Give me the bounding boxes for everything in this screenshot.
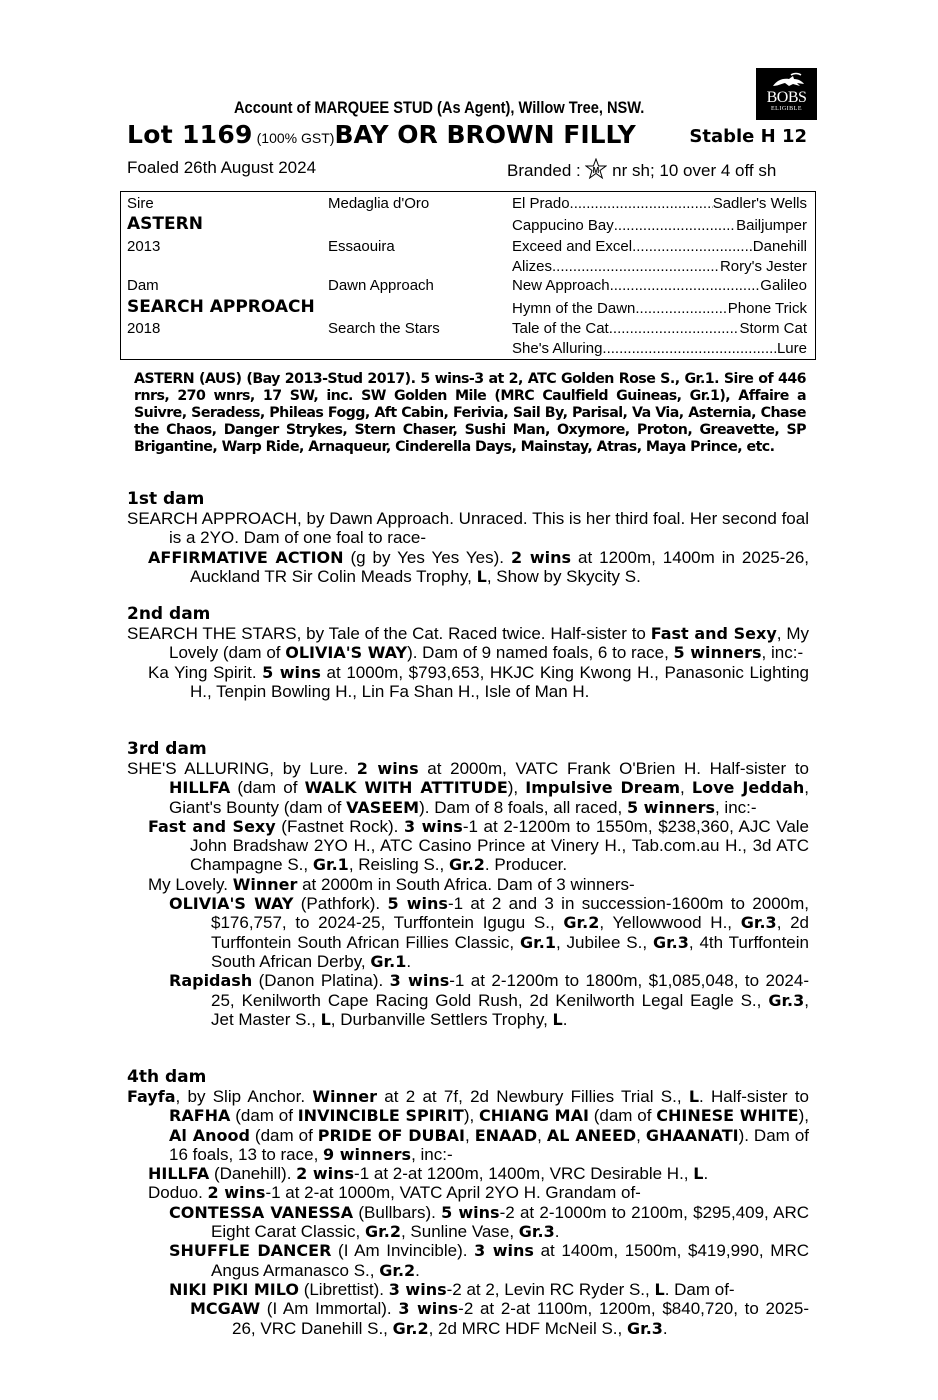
body-text: (dam of bbox=[230, 1106, 298, 1126]
body-text: at 1200m, 1400m in 2025-26, Auckland TR Sir Colin Meads Trophy, bbox=[190, 547, 809, 586]
body-text: , Jet Master S., bbox=[211, 990, 809, 1029]
dam-paragraph bbox=[127, 624, 809, 663]
body-text: -2 at 2-at 1100m, 1200m, $840,720, to 2025-26, VRC Danehill S., bbox=[232, 1299, 810, 1338]
section-heading: 4th dam bbox=[127, 1067, 207, 1087]
emphasis-text: 3 wins bbox=[474, 1241, 534, 1261]
dam-sire: Dawn Approach bbox=[328, 277, 434, 294]
emphasis-text: Rapidash bbox=[169, 971, 253, 991]
leader-dots bbox=[635, 300, 727, 317]
ancestor-left: Alizes bbox=[512, 258, 553, 275]
leader-dots bbox=[614, 217, 736, 234]
body-text: Ka Ying Spirit. bbox=[148, 662, 263, 682]
body-text: , Durbanville Settlers Trophy, bbox=[330, 1009, 553, 1029]
star-m-brand-icon bbox=[585, 158, 607, 180]
ancestor-left: Cappucino Bay bbox=[512, 217, 614, 234]
body-text: , inc:- bbox=[411, 1144, 453, 1164]
emphasis-text: 5 winners bbox=[673, 643, 762, 663]
body-text: Doduo. bbox=[148, 1183, 208, 1203]
emphasis-text: Gr.1 bbox=[520, 932, 556, 952]
body-text: , Reisling S., bbox=[348, 855, 449, 875]
sire-label: Sire bbox=[127, 195, 154, 212]
grand-progeny-entry bbox=[127, 1203, 809, 1242]
brand-description bbox=[507, 158, 776, 181]
emphasis-text: NIKI PIKI MILO bbox=[169, 1279, 299, 1299]
third-gen-row bbox=[512, 195, 807, 212]
sire-sire: Medaglia d'Oro bbox=[328, 195, 430, 212]
emphasis-text: 3 wins bbox=[404, 816, 463, 836]
leader-dots bbox=[632, 238, 753, 255]
dam-year: 2018 bbox=[127, 320, 161, 337]
body-text: . Producer. bbox=[484, 855, 568, 875]
emphasis-text: 5 wins bbox=[262, 662, 321, 682]
emphasis-text: Fast and Sexy bbox=[650, 624, 777, 643]
body-text: SEARCH APPROACH, by Dawn Approach. Unraced. This is her third foal. Her second foal is a 2YO. Dam of one foal to race- bbox=[127, 509, 809, 548]
body-text: -2 at 2-1000m to 2100m, $295,409, ARC Eight Carat Classic, bbox=[211, 1202, 809, 1242]
third-gen-row bbox=[512, 340, 807, 357]
emphasis-text: VASEEM bbox=[346, 797, 420, 817]
body-text: (dam of bbox=[249, 1125, 318, 1145]
emphasis-text: 9 winners bbox=[323, 1144, 412, 1164]
emphasis-text: CHINESE WHITE bbox=[656, 1106, 799, 1126]
body-text: (dam of bbox=[230, 778, 305, 798]
body-text: . Dam of- bbox=[664, 1279, 735, 1299]
body-text: (I Am Immortal). bbox=[260, 1299, 399, 1319]
emphasis-text: L bbox=[552, 1009, 563, 1029]
body-text: (g by Yes Yes Yes). bbox=[343, 547, 511, 567]
emphasis-text: L bbox=[688, 1087, 700, 1106]
emphasis-text: Gr.2 bbox=[563, 913, 600, 933]
gst-note: (100% GST) bbox=[252, 130, 335, 146]
ancestor-right: Galileo bbox=[760, 277, 807, 294]
sire-dam: Essaouira bbox=[328, 238, 395, 255]
emphasis-text: 3 wins bbox=[388, 1279, 447, 1299]
grand-progeny-entry bbox=[127, 894, 809, 971]
body-text: (dam of bbox=[588, 1106, 657, 1126]
third-dam-section bbox=[127, 740, 809, 1029]
body-text: , Giant's Bounty (dam of bbox=[169, 778, 809, 817]
body-text: (Fastnet Rock). bbox=[275, 816, 405, 836]
emphasis-text: L bbox=[693, 1164, 704, 1184]
ancestor-right: Rory's Jester bbox=[719, 258, 807, 275]
first-dam-section bbox=[127, 490, 809, 586]
pedigree-table bbox=[120, 191, 816, 360]
stable-location: Stable H 12 bbox=[689, 126, 807, 147]
progeny-entry bbox=[127, 875, 809, 894]
body-text: (Pathfork). bbox=[293, 894, 388, 914]
body-text: -1 at 2-at 1200m, 1400m, VRC Desirable H., bbox=[354, 1164, 694, 1184]
dam-dam: Search the Stars bbox=[328, 320, 440, 337]
emphasis-text: Winner bbox=[312, 1087, 377, 1106]
body-text: ). Dam of 16 foals, 13 to race, bbox=[169, 1125, 809, 1164]
body-text: (I Am Invincible). bbox=[331, 1241, 475, 1261]
ancestor-left: Hymn of the Dawn bbox=[512, 300, 636, 317]
ancestor-right: Phone Trick bbox=[727, 300, 807, 317]
emphasis-text: INVINCIBLE SPIRIT bbox=[297, 1106, 464, 1126]
body-text: ). Dam of 9 named foals, 6 to race, bbox=[407, 643, 674, 663]
emphasis-text: HILLFA bbox=[148, 1164, 210, 1184]
emphasis-text: Fast and Sexy bbox=[148, 816, 276, 836]
body-text: at 2 at 7f, 2d Newbury Fillies Trial S., bbox=[377, 1087, 689, 1106]
third-gen-row bbox=[512, 277, 807, 294]
emphasis-text: 3 wins bbox=[389, 971, 450, 991]
body-text: -1 at 2-1200m to 1550m, $238,360, AJC Vale John Bradshaw 2YO H., ATC Casino Prince at Vinery H., Tab.com.au H., 3d ATC Champagne S., bbox=[190, 816, 810, 875]
emphasis-text: Gr.3 bbox=[518, 1222, 555, 1242]
body-text: -1 at 2-1200m to 1800m, $1,085,048, to 2024-25, Kenilworth Cape Racing Gold Rush, 2d Kenilworth Legal Eagle S., bbox=[211, 971, 809, 1010]
emphasis-text: 5 wins bbox=[441, 1202, 500, 1222]
body-text: at 2000m in South Africa. Dam of 3 winners- bbox=[297, 874, 635, 894]
third-gen-row bbox=[512, 217, 807, 234]
emphasis-text: OLIVIA'S WAY bbox=[169, 894, 294, 914]
logo-bobs-text: BOBS bbox=[766, 89, 807, 106]
body-text: , bbox=[680, 778, 692, 798]
body-text: , 2d MRC HDF McNeil S., bbox=[428, 1318, 627, 1338]
emphasis-text: CONTESSA VANESSA bbox=[169, 1202, 354, 1222]
emphasis-text: Gr.2 bbox=[448, 855, 485, 875]
body-text: SEARCH THE STARS, by Tale of the Cat. Raced twice. Half-sister to bbox=[127, 624, 651, 643]
body-text: . bbox=[406, 951, 412, 971]
branded-label: Branded : bbox=[507, 161, 586, 180]
lot-title-line bbox=[127, 120, 807, 150]
body-text: , Yellowwood H., bbox=[599, 913, 741, 933]
emphasis-text: 2 wins bbox=[296, 1164, 355, 1184]
emphasis-text: GHAANATI bbox=[645, 1125, 739, 1145]
ancestor-left: Exceed and Excel bbox=[512, 238, 633, 255]
sire-name: ASTERN bbox=[127, 214, 203, 234]
emphasis-text: L bbox=[476, 566, 487, 586]
body-text: . bbox=[554, 1222, 560, 1242]
grand-progeny-entry bbox=[127, 971, 809, 1029]
emphasis-text: L bbox=[654, 1279, 665, 1299]
progeny-entry bbox=[127, 1183, 809, 1202]
emphasis-text: MCGAW bbox=[190, 1299, 261, 1319]
emphasis-text: Gr.1 bbox=[370, 951, 407, 971]
body-text: (Danehill). bbox=[209, 1164, 297, 1184]
body-text: (Librettist). bbox=[298, 1279, 389, 1299]
ancestor-right: Bailjumper bbox=[736, 217, 807, 234]
leader-dots bbox=[552, 258, 720, 275]
body-text: at 1000m, $793,653, HKJC King Kwong H., Panasonic Lighting H., Tenpin Bowling H., Lin Fa Shan H., Isle of Man H. bbox=[190, 662, 810, 701]
body-text: at 2000m, VATC Frank O'Brien H. Half-sister to bbox=[418, 759, 810, 778]
vendor-account: Account of MARQUEE STUD (As Agent), Willow Tree, NSW. bbox=[234, 98, 645, 117]
emphasis-text: 2 wins bbox=[207, 1183, 266, 1203]
body-text: . Half-sister to bbox=[699, 1087, 809, 1106]
body-text: , Show by Skycity S. bbox=[486, 566, 641, 586]
emphasis-text: Love Jeddah bbox=[691, 778, 805, 798]
body-text: SHE'S ALLURING, by Lure. bbox=[127, 759, 357, 778]
emphasis-text: RAFHA bbox=[169, 1106, 231, 1126]
emphasis-text: Gr.1 bbox=[312, 855, 349, 875]
grand-progeny-entry bbox=[127, 1241, 809, 1280]
horse-head-icon bbox=[767, 72, 807, 90]
emphasis-text: Gr.3 bbox=[626, 1318, 663, 1338]
branded-detail: nr sh; 10 over 4 off sh bbox=[607, 161, 777, 180]
ancestor-left: El Prado bbox=[512, 195, 570, 212]
emphasis-text: 3 wins bbox=[398, 1299, 459, 1319]
third-gen-row bbox=[512, 258, 807, 275]
emphasis-text: Al Anood bbox=[169, 1125, 250, 1145]
ancestor-left: She's Alluring bbox=[512, 340, 603, 357]
body-text: -2 at 2, Levin RC Ryder S., bbox=[446, 1279, 655, 1299]
body-text: , Jubilee S., bbox=[555, 932, 653, 952]
progeny-entry bbox=[127, 1164, 809, 1183]
progeny-entry bbox=[127, 817, 809, 875]
emphasis-text: SHUFFLE DANCER bbox=[169, 1241, 332, 1261]
lot-description: BAY OR BROWN FILLY bbox=[334, 120, 636, 149]
leader-dots bbox=[570, 195, 713, 212]
emphasis-text: Gr.3 bbox=[652, 932, 689, 952]
body-text: . bbox=[662, 1318, 668, 1338]
body-text: , 2d Turffontein South African Fillies Classic, bbox=[211, 913, 810, 952]
logo-eligible-text: ELIGIBLE bbox=[771, 106, 802, 112]
emphasis-text: OLIVIA'S WAY bbox=[285, 643, 408, 663]
ancestor-left: Tale of the Cat bbox=[512, 320, 609, 337]
body-text: . bbox=[562, 1009, 568, 1029]
third-gen-row bbox=[512, 300, 807, 317]
lot-number: Lot 1169 bbox=[127, 120, 253, 149]
emphasis-text: WALK WITH ATTITUDE bbox=[304, 778, 508, 798]
body-text: -1 at 2-at 1000m, VATC April 2YO H. Grandam of- bbox=[265, 1183, 641, 1203]
emphasis-text: 2 wins bbox=[510, 547, 572, 567]
ancestor-right: Danehill bbox=[752, 238, 807, 255]
section-heading: 1st dam bbox=[127, 489, 205, 509]
body-text: My Lovely. bbox=[148, 874, 233, 894]
svg-text:M: M bbox=[593, 166, 600, 175]
body-text: . bbox=[415, 1260, 420, 1280]
body-text: (Bullbars). bbox=[353, 1202, 442, 1222]
body-text: , 4th Turffontein South African Derby, bbox=[211, 932, 809, 971]
foaled-date: Foaled 26th August 2024 bbox=[127, 158, 317, 177]
ancestor-right: Storm Cat bbox=[739, 320, 807, 337]
body-text: , inc:- bbox=[761, 643, 804, 663]
dam-paragraph bbox=[127, 509, 809, 548]
body-text: , bbox=[537, 1125, 547, 1145]
emphasis-text: Impulsive Dream bbox=[525, 778, 681, 798]
emphasis-text: Gr.2 bbox=[379, 1260, 416, 1280]
body-text: . bbox=[703, 1164, 709, 1184]
emphasis-text: 2 wins bbox=[356, 759, 419, 778]
sire-summary: ASTERN (AUS) (Bay 2013-Stud 2017). 5 wins-3 at 2, ATC Golden Rose S., Gr.1. Sire of 446 rnrs, 270 wnrs, 17 SW, inc. SW Golden Mile (MRC Caulfield Guineas, Gr.1), Affaire a Suivre, Seradess, Phileas Fogg, Aft Cabin, Ferivia, Sail By, Parisal, Va Via, Asternia, Chase the Chaos, Danger Strykes, Stern Chaser, Sushi Man, Oxymore, Proton, Greavette, SP Brigantine, Warp Ride, Arnaqueur, Cinderella Days, Mainstay, Atras, Maya Prince, etc. bbox=[134, 371, 806, 455]
emphasis-text: Gr.3 bbox=[768, 990, 805, 1010]
dam-paragraph bbox=[127, 1087, 809, 1164]
ancestor-right: Sadler's Wells bbox=[712, 195, 807, 212]
leader-dots bbox=[602, 340, 777, 357]
emphasis-text: HILLFA bbox=[169, 778, 231, 798]
dam-paragraph bbox=[127, 759, 809, 817]
emphasis-text: Gr.2 bbox=[365, 1222, 401, 1242]
emphasis-text: 5 wins bbox=[387, 894, 448, 914]
body-text: , bbox=[465, 1125, 475, 1145]
emphasis-text: Winner bbox=[232, 874, 298, 894]
dam-label: Dam bbox=[127, 277, 159, 294]
emphasis-text: ENAAD bbox=[474, 1125, 538, 1145]
body-text: (Danon Platina). bbox=[252, 971, 390, 991]
body-text: , inc:- bbox=[714, 797, 757, 817]
second-dam-section bbox=[127, 605, 809, 701]
body-text: -1 at 2 and 3 in succession-1600m to 2000m, $176,757, to 2024-25, Turffontein Igugu S., bbox=[211, 894, 809, 933]
dam-name: SEARCH APPROACH bbox=[127, 297, 315, 317]
section-heading: 3rd dam bbox=[127, 739, 207, 759]
emphasis-text: PRIDE OF DUBAI bbox=[317, 1125, 466, 1145]
emphasis-text: 5 winners bbox=[626, 797, 715, 817]
emphasis-text: AFFIRMATIVE ACTION bbox=[148, 547, 344, 567]
emphasis-text: CHIANG MAI bbox=[479, 1106, 589, 1126]
fourth-dam-section bbox=[127, 1068, 809, 1338]
emphasis-text: Fayfa bbox=[127, 1087, 176, 1106]
leader-dots bbox=[610, 277, 761, 294]
body-text: ). Dam of 8 foals, all raced, bbox=[419, 797, 627, 817]
body-text: at 1400m, 1500m, $419,990, MRC Angus Armanasco S., bbox=[211, 1241, 809, 1280]
grand-progeny-entry bbox=[127, 1280, 809, 1299]
great-grand-progeny-entry bbox=[127, 1299, 809, 1338]
body-text: , by Slip Anchor. bbox=[175, 1087, 313, 1106]
body-text: , bbox=[636, 1125, 646, 1145]
body-text: ), bbox=[507, 778, 526, 798]
third-gen-row bbox=[512, 238, 807, 255]
emphasis-text: Gr.2 bbox=[392, 1318, 429, 1338]
sire-year: 2013 bbox=[127, 238, 161, 255]
body-text: ), bbox=[463, 1106, 480, 1126]
third-gen-row bbox=[512, 320, 807, 337]
leader-dots bbox=[609, 320, 740, 337]
emphasis-text: AL ANEED bbox=[546, 1125, 637, 1145]
emphasis-text: L bbox=[320, 1009, 331, 1029]
body-text: , Sunline Vase, bbox=[400, 1222, 519, 1242]
bobs-eligible-logo bbox=[756, 68, 817, 120]
ancestor-left: New Approach bbox=[512, 277, 610, 294]
emphasis-text: Gr.3 bbox=[740, 913, 777, 933]
progeny-entry bbox=[127, 663, 809, 702]
section-heading: 2nd dam bbox=[127, 604, 211, 624]
body-text: , My Lovely (dam of bbox=[169, 624, 809, 663]
body-text: ), bbox=[798, 1106, 809, 1126]
progeny-entry bbox=[127, 548, 809, 587]
ancestor-right: Lure bbox=[776, 340, 807, 357]
